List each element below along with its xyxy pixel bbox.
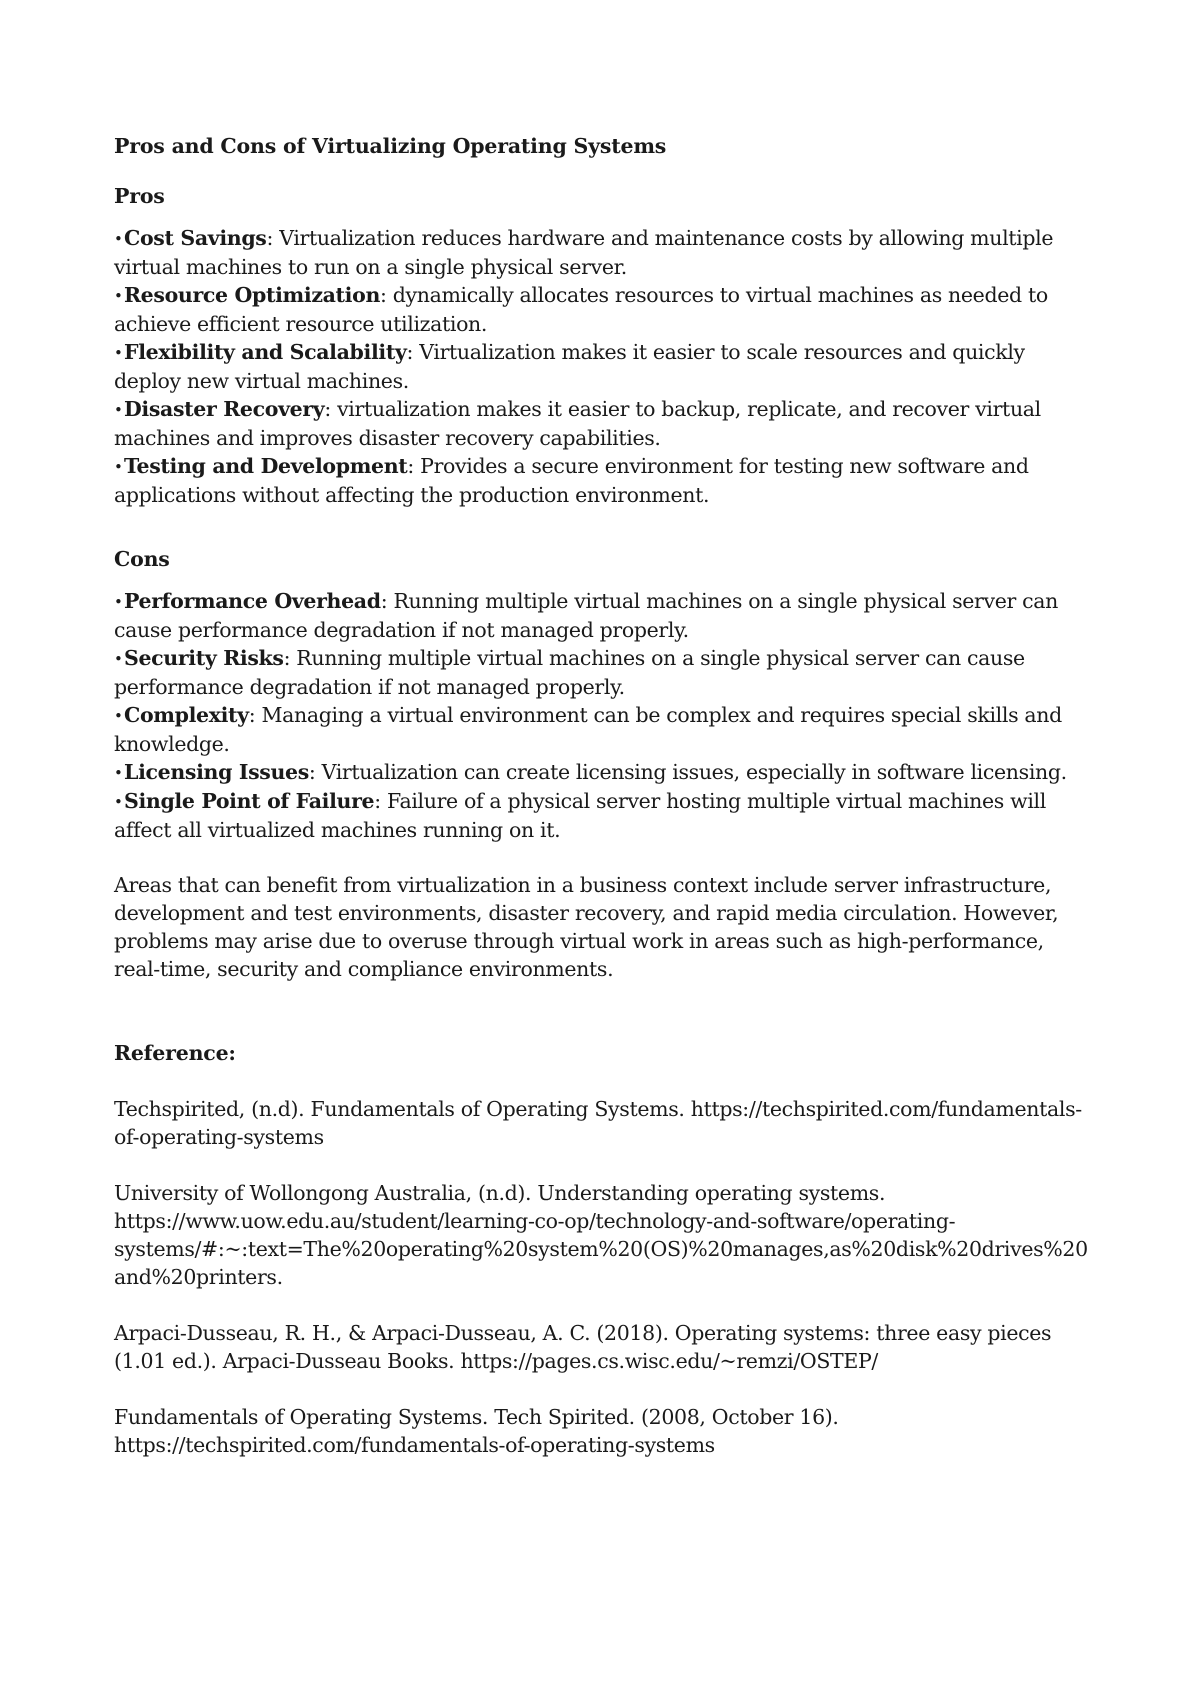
cons-item-performance	[114, 587, 1094, 644]
pros-item-disaster-recovery	[114, 395, 1094, 452]
pros-text: : Provides a secure environment for testing new software and applications without affecting the production environment.	[114, 454, 1029, 507]
pros-list	[114, 224, 1094, 509]
pros-item-testing	[114, 452, 1094, 509]
pros-text: : virtualization makes it easier to backup, replicate, and recover virtual machines and improves disaster recovery capabilities.	[114, 397, 1041, 450]
pros-text: : dynamically allocates resources to virtual machines as needed to achieve efficient resource utilization.	[114, 283, 1048, 336]
pros-term: Cost Savings	[124, 226, 267, 250]
cons-text: : Failure of a physical server hosting multiple virtual machines will affect all virtualized machines running on it.	[114, 789, 1046, 842]
bullet-icon: •	[114, 707, 123, 725]
pros-term: Resource Optimization	[124, 283, 380, 307]
bullet-icon: •	[114, 458, 123, 476]
bullet-icon: •	[114, 593, 123, 611]
cons-text: : Managing a virtual environment can be complex and requires special skills and knowledge.	[114, 703, 1062, 756]
cons-heading: Cons	[114, 547, 170, 571]
cons-item-licensing	[114, 758, 1094, 787]
reference-entry-techspirited: Techspirited, (n.d). Fundamentals of Operating Systems. https://techspirited.com/fundamentals-of-operating-systems	[114, 1097, 1082, 1149]
reference-entry-uow: University of Wollongong Australia, (n.d). Understanding operating systems. https://www.uow.edu.au/student/learning-co-op/technology-and-software/operating-systems/#:~:text=The%20operating%20system%20(OS)%20manages,as%20disk%20drives%20and%20printers.	[114, 1181, 1088, 1289]
cons-term: Single Point of Failure	[124, 789, 375, 813]
cons-term: Performance Overhead	[124, 589, 381, 613]
cons-term: Security Risks	[124, 646, 284, 670]
document-page	[114, 132, 1094, 1487]
spacer	[114, 844, 1094, 871]
pros-term: Testing and Development	[124, 454, 408, 478]
pros-text: : Virtualization reduces hardware and maintenance costs by allowing multiple virtual machines to run on a single physical server.	[114, 226, 1054, 279]
bullet-icon: •	[114, 287, 123, 305]
pros-text: : Virtualization makes it easier to scale resources and quickly deploy new virtual machines.	[114, 340, 1025, 393]
cons-term: Licensing Issues	[124, 760, 309, 784]
bullet-icon: •	[114, 793, 123, 811]
document-title: Pros and Cons of Virtualizing Operating Systems	[114, 134, 667, 158]
pros-heading: Pros	[114, 184, 165, 208]
pros-term: Flexibility and Scalability	[124, 340, 407, 364]
cons-term: Complexity	[124, 703, 249, 727]
cons-list	[114, 587, 1094, 844]
bullet-icon: •	[114, 401, 123, 419]
reference-entry-ostep: Arpaci-Dusseau, R. H., & Arpaci-Dusseau, A. C. (2018). Operating systems: three easy pieces (1.01 ed.). Arpaci-Dusseau Books. https://pages.cs.wisc.edu/~remzi/OSTEP/	[114, 1321, 1052, 1373]
cons-text: : Virtualization can create licensing issues, especially in software licensing.	[308, 760, 1067, 784]
cons-text: : Running multiple virtual machines on a single physical server can cause performance degradation if not managed properly.	[114, 646, 1025, 699]
bullet-icon: •	[114, 344, 123, 362]
spacer	[114, 983, 1094, 1039]
spacer	[114, 509, 1094, 545]
cons-item-single-point	[114, 787, 1094, 844]
cons-text: : Running multiple virtual machines on a single physical server can cause performance degradation if not managed properly.	[114, 589, 1058, 642]
cons-item-security	[114, 644, 1094, 701]
bullet-icon: •	[114, 764, 123, 782]
pros-term: Disaster Recovery	[124, 397, 325, 421]
summary-paragraph: Areas that can benefit from virtualization in a business context include server infrastructure, development and test environments, disaster recovery, and rapid media circulation. However, problems may arise due to overuse through virtual work in areas such as high-performance, real-time, security and compliance environments.	[114, 873, 1059, 981]
pros-item-flexibility	[114, 338, 1094, 395]
reference-heading: Reference:	[114, 1041, 236, 1065]
reference-entry-tech-spirited: Fundamentals of Operating Systems. Tech Spirited. (2008, October 16). https://techspirited.com/fundamentals-of-operating-systems	[114, 1405, 839, 1457]
pros-item-resource-optimization	[114, 281, 1094, 338]
pros-item-cost-savings	[114, 224, 1094, 281]
bullet-icon: •	[114, 650, 123, 668]
bullet-icon: •	[114, 230, 123, 248]
cons-item-complexity	[114, 701, 1094, 758]
